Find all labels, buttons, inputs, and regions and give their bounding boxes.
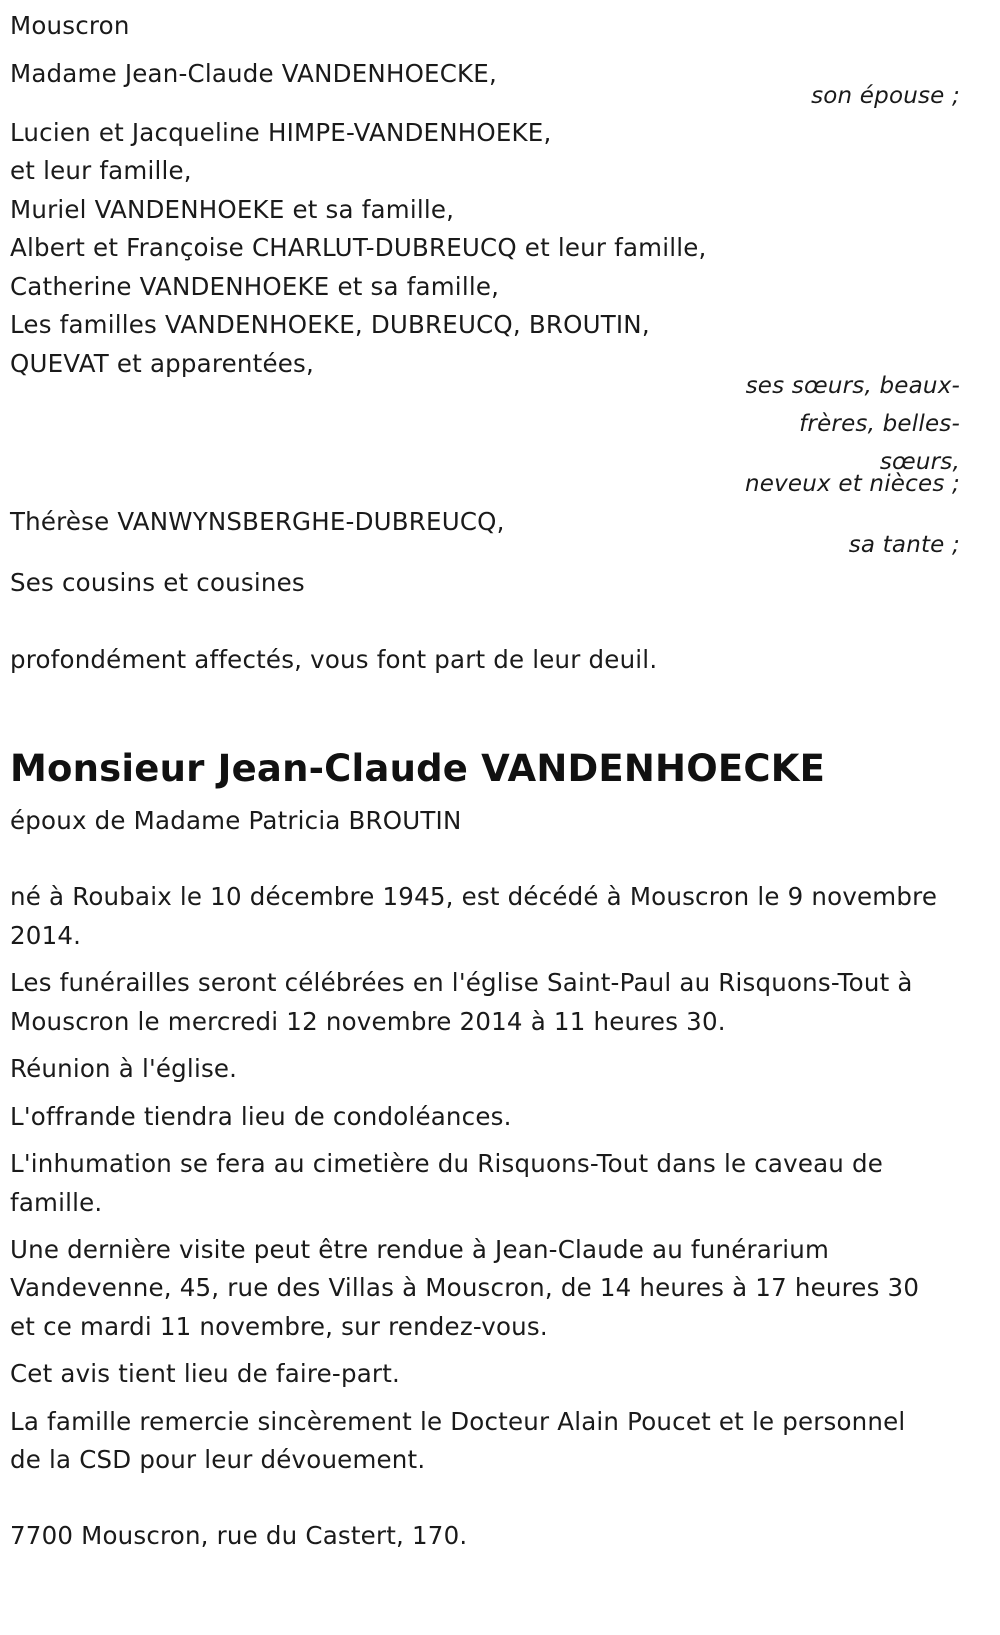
burial-line: famille. bbox=[10, 1188, 103, 1217]
spouse-name: Madame Jean-Claude VANDENHOECKE, bbox=[10, 59, 497, 88]
siblings-role-line: sœurs, bbox=[879, 449, 960, 475]
offering-line: L'offrande tiendra lieu de condoléances. bbox=[10, 1102, 512, 1131]
notice-line: Cet avis tient lieu de faire-part. bbox=[10, 1359, 400, 1388]
thanks-line: La famille remercie sincèrement le Docteur Alain Poucet et le personnel bbox=[10, 1407, 906, 1436]
siblings-line: Albert et Françoise CHARLUT-DUBREUCQ et leur famille, bbox=[10, 233, 707, 262]
visit-line: Vandevenne, 45, rue des Villas à Mouscron, de 14 heures à 17 heures 30 bbox=[10, 1273, 920, 1302]
siblings-line: QUEVAT et apparentées, bbox=[10, 349, 314, 378]
aunt-role: sa tante ; bbox=[848, 532, 960, 558]
visit-line: Une dernière visite peut être rendue à Jean-Claude au funérarium bbox=[10, 1235, 830, 1264]
obituary-document bbox=[10, 0, 990, 1635]
burial-line: L'inhumation se fera au cimetière du Risquons-Tout dans le caveau de bbox=[10, 1149, 884, 1178]
siblings-role-line: frères, belles- bbox=[799, 411, 960, 437]
siblings-role-line: ses sœurs, beaux- bbox=[745, 373, 960, 399]
cousins-line: Ses cousins et cousines bbox=[10, 568, 305, 597]
siblings-role-line: neveux et nièces ; bbox=[744, 471, 960, 497]
siblings-line: Lucien et Jacqueline HIMPE-VANDENHOEKE, bbox=[10, 118, 552, 147]
address-line: 7700 Mouscron, rue du Castert, 170. bbox=[10, 1521, 468, 1550]
meeting-line: Réunion à l'église. bbox=[10, 1054, 238, 1083]
funeral-line: Les funérailles seront célébrées en l'église Saint-Paul au Risquons-Tout à bbox=[10, 968, 913, 997]
visit-line: et ce mardi 11 novembre, sur rendez-vous. bbox=[10, 1312, 548, 1341]
siblings-line: Les familles VANDENHOEKE, DUBREUCQ, BROUTIN, bbox=[10, 310, 650, 339]
birth-death-line: 2014. bbox=[10, 921, 82, 950]
location-heading: Mouscron bbox=[10, 11, 130, 40]
funeral-line: Mouscron le mercredi 12 novembre 2014 à 11 heures 30. bbox=[10, 1007, 726, 1036]
announcement-line: profondément affectés, vous font part de leur deuil. bbox=[10, 645, 658, 674]
spouse-role: son épouse ; bbox=[811, 83, 960, 109]
siblings-line: Muriel VANDENHOEKE et sa famille, bbox=[10, 195, 455, 224]
deceased-name-title: Monsieur Jean-Claude VANDENHOECKE bbox=[10, 747, 826, 790]
spouse-of-line: époux de Madame Patricia BROUTIN bbox=[10, 806, 462, 835]
birth-death-line: né à Roubaix le 10 décembre 1945, est décédé à Mouscron le 9 novembre bbox=[10, 882, 938, 911]
siblings-line: et leur famille, bbox=[10, 156, 192, 185]
siblings-line: Catherine VANDENHOEKE et sa famille, bbox=[10, 272, 500, 301]
aunt-name: Thérèse VANWYNSBERGHE-DUBREUCQ, bbox=[10, 507, 505, 536]
thanks-line: de la CSD pour leur dévouement. bbox=[10, 1445, 426, 1474]
